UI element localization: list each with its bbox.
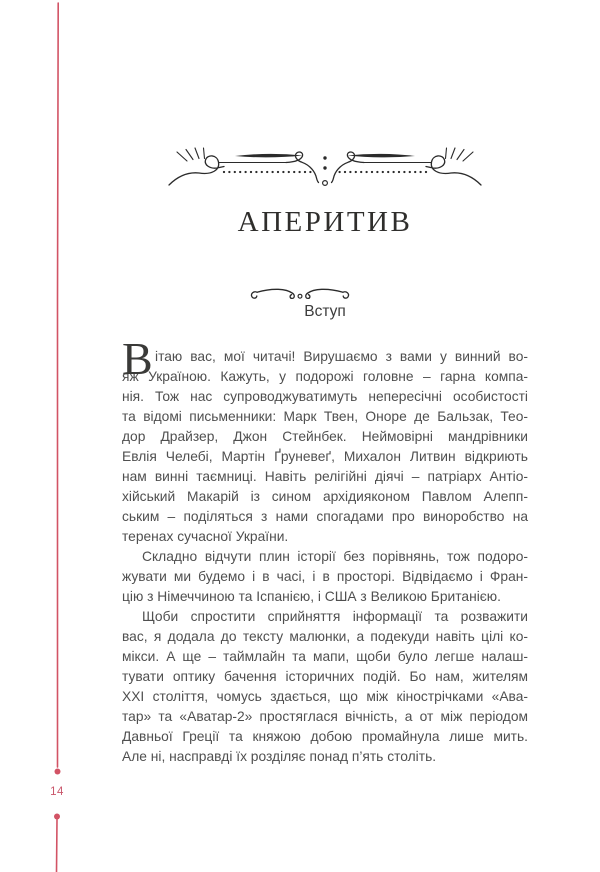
section-flourish-left	[251, 289, 294, 298]
section-flourish-icon	[247, 286, 353, 302]
body-text	[122, 333, 528, 767]
section-flourish-center-dot	[298, 294, 302, 298]
section-subtitle: Вступ	[304, 303, 346, 320]
body-line: ХХІ століття, чомусь здається, що між кінострічками «Ава-	[122, 689, 528, 704]
chapter-flourish-icon	[167, 147, 483, 193]
body-line: цію з Німеччиною та Іспанією, і США з Великою Британією.	[122, 589, 501, 604]
body-line: жувати ми будемо і в часі, і в просторі. Відвідаємо і Фран-	[122, 569, 528, 584]
body-line: теренах сучасної України.	[122, 529, 289, 544]
margin-rule-top-segment	[57, 3, 58, 767]
body-line: яж Україною. Кажуть, у подорожі головне – гарна компа-	[122, 369, 528, 384]
flourish-center-loop	[323, 181, 328, 186]
body-line: дор Драйзер, Джон Стейнбек. Неймовірні мандрівники	[122, 429, 528, 444]
chapter-title: АПЕРИТИВ	[237, 206, 413, 238]
body-line: та відомі письменники: Марк Твен, Оноре де Бальзак, Тео-	[122, 409, 528, 424]
flourish-left-half	[169, 148, 319, 185]
section-flourish-right	[306, 289, 349, 298]
body-line: тар» та «Аватар-2» простяглася вічність, а от між періодом	[122, 709, 528, 724]
body-line: нія. Тож нас супроводжуватимуть непересічні особистості	[122, 389, 528, 404]
body-line: хійський Макарій із сином архідияконом Павлом Алепп-	[122, 489, 528, 504]
body-line: Щоби спростити сприйняття інформації та розважити	[142, 609, 528, 624]
body-line: Евлія Челебі, Мартін Ґруневеґ, Михалон Литвин відкриють	[122, 449, 528, 464]
body-line: вас, я додала до тексту малюнки, а подекуди навіть цілі ко-	[122, 629, 528, 644]
body-line: тувати оптику бачення історичних подій. Бо нам, жителям	[122, 669, 528, 684]
body-line: мікси. А ще – таймлайн та мапи, щоби було легше налаш-	[122, 649, 528, 664]
body-line: ським – поділяться з нами спогадами про виноробство на	[122, 509, 528, 524]
red-margin-rule	[0, 0, 80, 872]
margin-dot-top-icon	[55, 769, 61, 775]
flourish-right-half	[332, 148, 482, 185]
drop-cap: В	[122, 333, 153, 384]
margin-rule-bottom-segment	[57, 820, 58, 872]
flourish-center-colon	[323, 156, 326, 169]
page-number: 14	[50, 786, 64, 798]
body-line: Давньої Греції та княжою добою промайнула лише мить.	[122, 729, 528, 744]
body-line: ітаю вас, мої читачі! Вирушаємо з вами у винний во-	[155, 349, 528, 364]
body-line: Складно відчути плин історії без порівнянь, тож подоро-	[142, 549, 528, 564]
body-line: нам винні таємниці. Навіть релігійні діячі – патріарх Антіо-	[122, 469, 528, 484]
margin-dot-bottom-icon	[54, 814, 60, 820]
body-line: Але ні, насправді їх розділяє понад п’ять століть.	[122, 749, 437, 764]
